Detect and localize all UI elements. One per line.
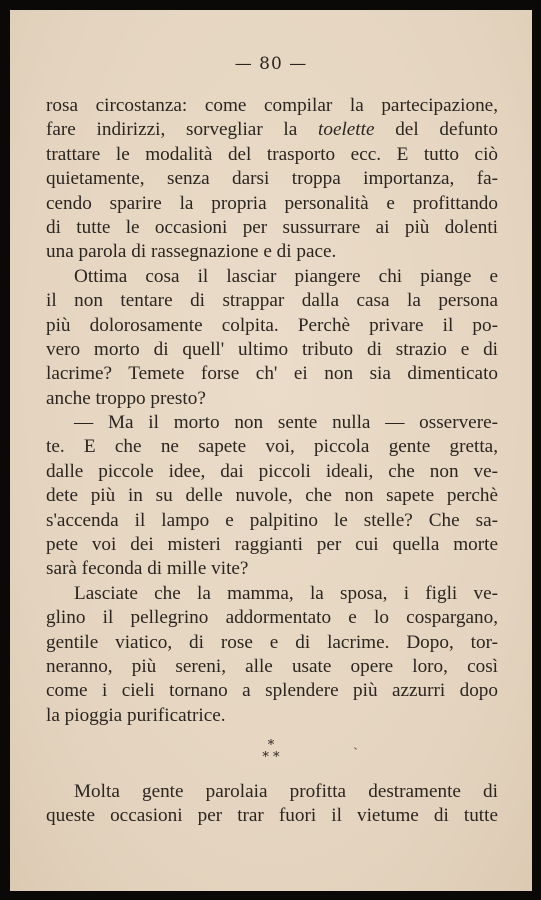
text-line: — Ma il morto non sente nulla — osservere- [74,412,498,434]
text-line: pete voi dei misteri raggianti per cui quella morte [46,534,498,556]
text-line: Ottima cosa il lasciar piangere chi piange e [74,265,498,287]
asterism-bottom: * * [262,750,280,765]
text-line: di tutte le occasioni per sussurrare ai più dolenti [46,216,498,238]
text-line: cendo sparire la propria personalità e profittando [46,192,498,214]
text-line: gentile viatico, di rose e di lacrime. Dopo, tor- [46,631,498,653]
text-line: fare indirizzi, sorvegliar la toelette del defunto [46,119,498,141]
text-line: glino il pellegrino addormentato e lo cospargano, [46,607,498,629]
book-page [10,10,532,891]
text-line: trattare le modalità del trasporto ecc. E tutto ciò [46,143,498,165]
text-line: come i cieli tornano a splendere più azzurri dopo [46,680,498,702]
body-text [46,94,498,728]
text-line: la pioggia purificatrice. [46,704,226,726]
text-line: neranno, più sereni, alle usate opere loro, così [46,655,498,677]
text-line: rosa circostanza: come compilar la partecipazione, [46,95,498,116]
text-line: vero morto di quell' ultimo tributo di strazio e di [46,338,498,360]
text-line: Molta gente parolaia profitta destramente di [74,781,498,802]
text-line: dalle piccole idee, dai piccoli ideali, che non ve- [46,460,498,482]
text-line: Lasciate che la mamma, la sposa, i figli ve- [74,582,498,604]
page-number: — 80 — [234,54,308,74]
text-line: s'accenda il lampo e palpitino le stelle? Che sa- [46,509,498,531]
text-line: il non tentare di strappar dalla casa la persona [46,290,498,312]
text-line: una parola di rassegnazione e di pace. [46,241,337,263]
text-line: queste occasioni per trar fuori il vietume di tutte [46,805,498,827]
text-line: anche troppo presto? [46,387,206,409]
text-line: te. E che ne sapete voi, piccola gente gretta, [46,436,498,458]
text-line: lacrime? Temete forse ch' ei non sia dimenticato [46,363,498,385]
text-line: sarà feconda di mille vite? [46,558,249,580]
body-text-continued [46,780,498,829]
italic-word: toelette [318,119,375,141]
text-line: dete più in su delle nuvole, che non sapete perchè [46,485,498,507]
asterism-divider [10,740,532,764]
asterism-top: * [267,738,275,753]
text-line: quietamente, senza darsi troppa importanza, fa- [46,168,498,190]
text-line: più dolorosamente colpita. Perchè privare il po- [46,314,498,336]
